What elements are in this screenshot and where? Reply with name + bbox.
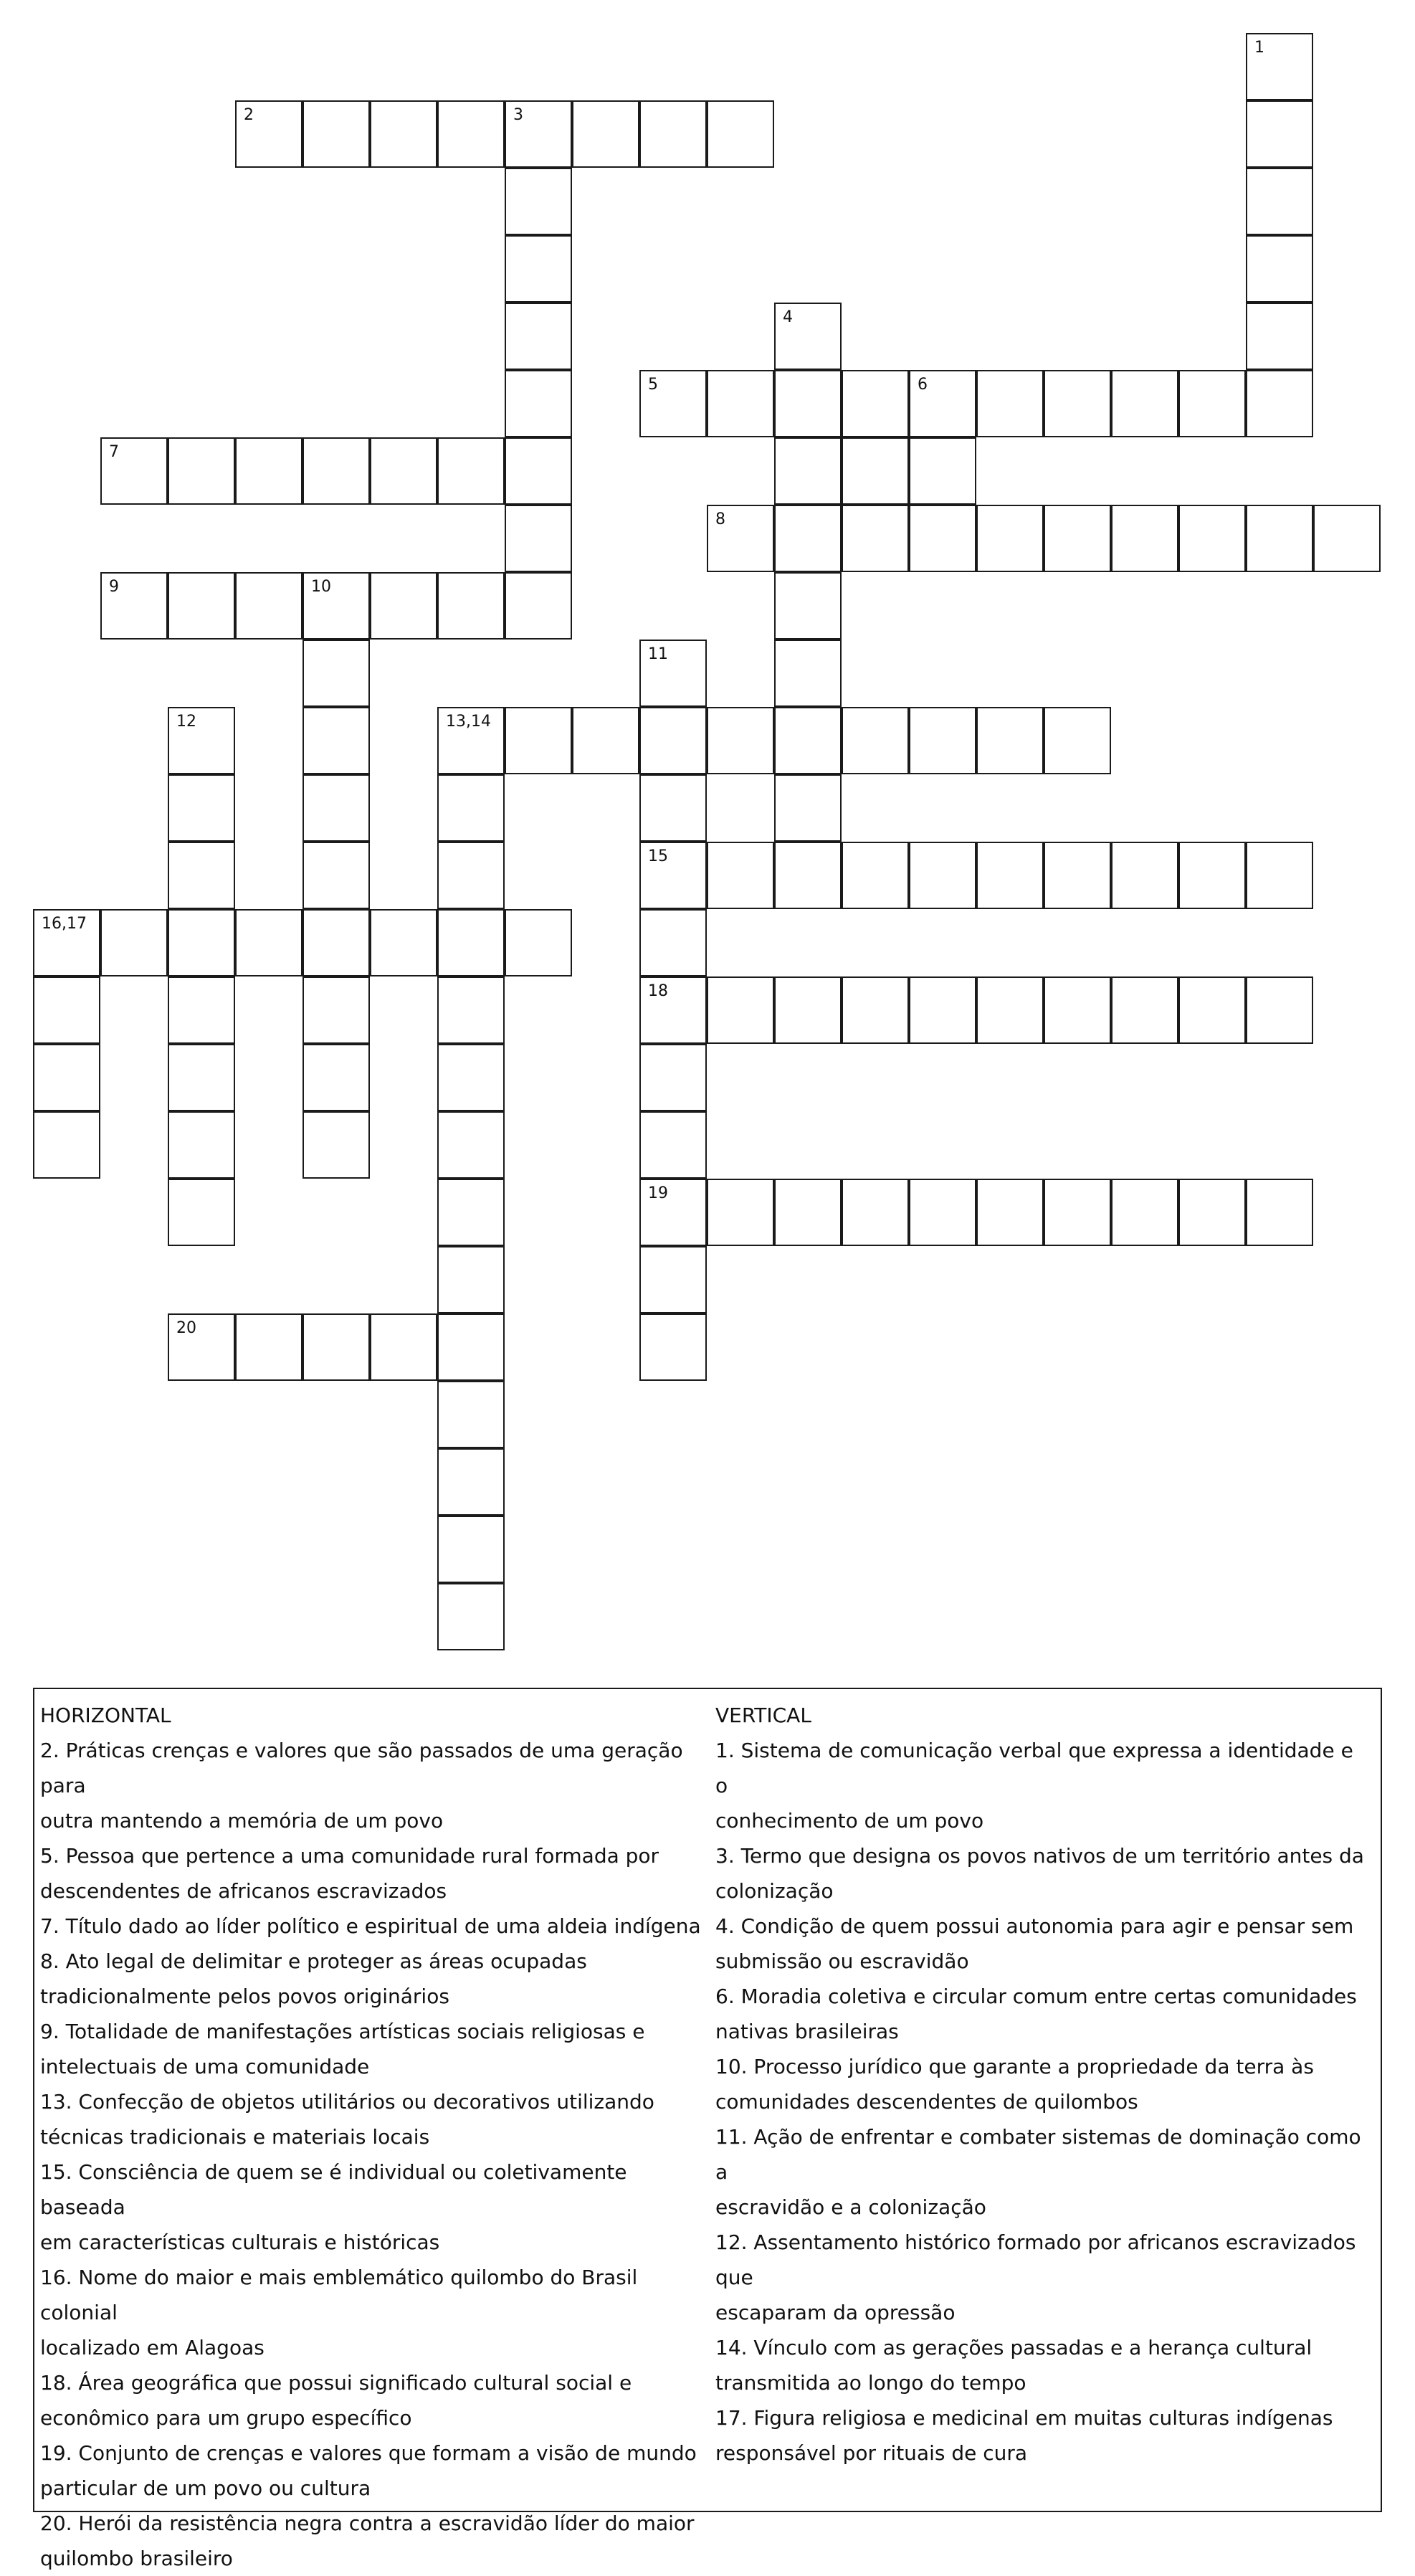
- vertical-clue-line: 6. Moradia coletiva e circular comum entre certas comunidades: [715, 1985, 1357, 2008]
- grid-cell[interactable]: [437, 1516, 505, 1583]
- grid-cell[interactable]: [168, 842, 235, 909]
- horizontal-clue-line: 16. Nome do maior e mais emblemático quilombo do Brasil colonial: [40, 2266, 638, 2324]
- grid-cell[interactable]: [909, 1179, 976, 1246]
- horizontal-clue-line: 5. Pessoa que pertence a uma comunidade rural formada por: [40, 1844, 659, 1868]
- vertical-clue-line: nativas brasileiras: [715, 2020, 899, 2043]
- grid-cell[interactable]: [100, 909, 168, 976]
- grid-cell[interactable]: [1246, 842, 1313, 909]
- grid-cell[interactable]: [1246, 235, 1313, 303]
- grid-cell[interactable]: [842, 842, 909, 909]
- grid-cell[interactable]: [1246, 976, 1313, 1044]
- grid-cell[interactable]: [33, 1111, 100, 1179]
- grid-cell[interactable]: [1111, 842, 1178, 909]
- grid-cell[interactable]: [1246, 370, 1313, 437]
- grid-cell[interactable]: [774, 303, 842, 370]
- grid-cell[interactable]: [909, 505, 976, 572]
- clue-number: 19: [648, 1184, 668, 1202]
- grid-cell[interactable]: [909, 707, 976, 774]
- vertical-clue-line: transmitida ao longo do tempo: [715, 2371, 1026, 2395]
- grid-cell[interactable]: [437, 1381, 505, 1448]
- grid-cell[interactable]: [1111, 370, 1178, 437]
- grid-cell[interactable]: [370, 100, 437, 168]
- grid-cell[interactable]: [639, 640, 707, 707]
- grid-cell[interactable]: [639, 1111, 707, 1179]
- grid-cell[interactable]: [235, 100, 302, 168]
- grid-cell[interactable]: [302, 100, 370, 168]
- grid-cell[interactable]: [639, 1179, 707, 1246]
- clue-number: 1: [1254, 39, 1264, 57]
- grid-cell[interactable]: [774, 640, 842, 707]
- vertical-clue-line: responsável por rituais de cura: [715, 2441, 1028, 2465]
- vertical-clue-line: colonização: [715, 1879, 834, 1903]
- grid-cell[interactable]: [1178, 505, 1246, 572]
- grid-cell[interactable]: [302, 909, 370, 976]
- clue-number: 8: [715, 510, 725, 528]
- grid-cell[interactable]: [168, 1044, 235, 1111]
- grid-cell[interactable]: [302, 437, 370, 505]
- grid-cell[interactable]: [235, 1313, 302, 1381]
- grid-cell[interactable]: [302, 774, 370, 842]
- grid-cell[interactable]: [505, 168, 572, 235]
- grid-cell[interactable]: [302, 976, 370, 1044]
- horizontal-clue-line: particular de um povo ou cultura: [40, 2476, 371, 2500]
- grid-cell[interactable]: [505, 235, 572, 303]
- grid-cell[interactable]: [1111, 505, 1178, 572]
- clue-number: 2: [244, 106, 254, 124]
- grid-cell[interactable]: [505, 303, 572, 370]
- grid-cell[interactable]: [302, 707, 370, 774]
- grid-cell[interactable]: [437, 1111, 505, 1179]
- vertical-clue-list: [715, 1733, 1371, 2471]
- horizontal-clue-line: intelectuais de uma comunidade: [40, 2055, 370, 2078]
- grid-cell[interactable]: [235, 909, 302, 976]
- clue-number: 10: [311, 578, 331, 596]
- grid-cell[interactable]: [639, 1044, 707, 1111]
- horizontal-clues-column: [40, 1698, 707, 2576]
- grid-cell[interactable]: [168, 572, 235, 640]
- grid-cell[interactable]: [1044, 1179, 1111, 1246]
- grid-cell[interactable]: [168, 437, 235, 505]
- grid-cell[interactable]: [437, 1313, 505, 1381]
- clue-number: 12: [176, 713, 196, 731]
- clue-number: 4: [783, 308, 793, 326]
- vertical-heading: VERTICAL: [715, 1703, 811, 1727]
- grid-cell[interactable]: [639, 909, 707, 976]
- clue-number: 6: [918, 376, 928, 394]
- horizontal-clue-line: outra mantendo a memória de um povo: [40, 1809, 444, 1833]
- horizontal-clue-line: 18. Área geográfica que possui significado cultural social e: [40, 2371, 632, 2395]
- grid-cell[interactable]: [505, 100, 572, 168]
- grid-cell[interactable]: [437, 1448, 505, 1516]
- vertical-clue-line: 4. Condição de quem possui autonomia para agir e pensar sem: [715, 1914, 1354, 1938]
- horizontal-clue-line: 15. Consciência de quem se é individual ou coletivamente baseada: [40, 2160, 627, 2219]
- grid-cell[interactable]: [437, 1044, 505, 1111]
- grid-cell[interactable]: [707, 707, 774, 774]
- grid-cell[interactable]: [976, 976, 1044, 1044]
- grid-cell[interactable]: [1111, 976, 1178, 1044]
- horizontal-clue-line: 2. Práticas crenças e valores que são passados de uma geração para: [40, 1739, 683, 1797]
- vertical-clue-line: conhecimento de um povo: [715, 1809, 984, 1833]
- grid-cell[interactable]: [1246, 505, 1313, 572]
- grid-cell[interactable]: [168, 1111, 235, 1179]
- grid-cell[interactable]: [1246, 303, 1313, 370]
- grid-cell[interactable]: [572, 100, 639, 168]
- grid-cell[interactable]: [235, 572, 302, 640]
- grid-cell[interactable]: [774, 437, 842, 505]
- grid-cell[interactable]: [774, 1179, 842, 1246]
- grid-cell[interactable]: [168, 774, 235, 842]
- clue-number: 16,17: [42, 915, 87, 933]
- grid-cell[interactable]: [437, 909, 505, 976]
- grid-cell[interactable]: [707, 842, 774, 909]
- grid-cell[interactable]: [976, 842, 1044, 909]
- grid-cell[interactable]: [33, 976, 100, 1044]
- grid-cell[interactable]: [842, 437, 909, 505]
- clue-number: 15: [648, 847, 668, 865]
- grid-cell[interactable]: [370, 437, 437, 505]
- grid-cell[interactable]: [774, 774, 842, 842]
- grid-cell[interactable]: [505, 909, 572, 976]
- clue-number: 18: [648, 982, 668, 1000]
- grid-cell[interactable]: [707, 1179, 774, 1246]
- grid-cell[interactable]: [639, 1313, 707, 1381]
- grid-cell[interactable]: [302, 1111, 370, 1179]
- grid-cell[interactable]: [437, 572, 505, 640]
- grid-cell[interactable]: [707, 370, 774, 437]
- grid-cell[interactable]: [437, 1246, 505, 1313]
- grid-cell[interactable]: [909, 437, 976, 505]
- grid-cell[interactable]: [707, 100, 774, 168]
- grid-cell[interactable]: [842, 707, 909, 774]
- grid-cell[interactable]: [505, 437, 572, 505]
- grid-cell[interactable]: [437, 1583, 505, 1650]
- clue-number: 9: [109, 578, 119, 596]
- grid-cell[interactable]: [437, 842, 505, 909]
- grid-cell[interactable]: [774, 370, 842, 437]
- vertical-clue-line: 12. Assentamento histórico formado por africanos escravizados que: [715, 2230, 1356, 2289]
- grid-cell[interactable]: [774, 572, 842, 640]
- clue-number: 11: [648, 645, 668, 663]
- horizontal-clue-line: 9. Totalidade de manifestações artísticas sociais religiosas e: [40, 2020, 645, 2043]
- vertical-clue-line: 10. Processo jurídico que garante a propriedade da terra às: [715, 2055, 1314, 2078]
- grid-cell[interactable]: [842, 1179, 909, 1246]
- grid-cell[interactable]: [437, 774, 505, 842]
- grid-cell[interactable]: [707, 976, 774, 1044]
- grid-cell[interactable]: [33, 909, 100, 976]
- grid-cell[interactable]: [842, 976, 909, 1044]
- grid-cell[interactable]: [909, 842, 976, 909]
- vertical-clue-line: 3. Termo que designa os povos nativos de um território antes da: [715, 1844, 1364, 1868]
- grid-cell[interactable]: [774, 707, 842, 774]
- grid-cell[interactable]: [1044, 976, 1111, 1044]
- horizontal-clue-line: quilombo brasileiro: [40, 2547, 233, 2570]
- clue-number: 7: [109, 443, 119, 461]
- grid-cell[interactable]: [437, 1179, 505, 1246]
- vertical-clue-line: escaparam da opressão: [715, 2301, 956, 2324]
- grid-cell[interactable]: [1178, 842, 1246, 909]
- grid-cell[interactable]: [168, 909, 235, 976]
- horizontal-heading: HORIZONTAL: [40, 1703, 171, 1727]
- horizontal-clue-line: 7. Título dado ao líder político e espiritual de uma aldeia indígena: [40, 1914, 701, 1938]
- grid-cell[interactable]: [976, 505, 1044, 572]
- grid-cell[interactable]: [505, 572, 572, 640]
- horizontal-clue-line: 13. Confecção de objetos utilitários ou decorativos utilizando: [40, 2090, 654, 2114]
- vertical-clues-column: [715, 1698, 1371, 2471]
- grid-cell[interactable]: [302, 572, 370, 640]
- clue-number: 5: [648, 376, 658, 394]
- grid-cell[interactable]: [437, 100, 505, 168]
- grid-cell[interactable]: [639, 976, 707, 1044]
- vertical-clue-line: escravidão e a colonização: [715, 2195, 986, 2219]
- grid-cell[interactable]: [1313, 505, 1381, 572]
- grid-cell[interactable]: [774, 842, 842, 909]
- vertical-clue-line: 14. Vínculo com as gerações passadas e a herança cultural: [715, 2336, 1312, 2359]
- grid-cell[interactable]: [639, 842, 707, 909]
- grid-cell[interactable]: [842, 370, 909, 437]
- grid-cell[interactable]: [1178, 1179, 1246, 1246]
- grid-cell[interactable]: [572, 707, 639, 774]
- grid-cell[interactable]: [168, 707, 235, 774]
- horizontal-clue-line: 20. Herói da resistência negra contra a escravidão líder do maior: [40, 2511, 695, 2535]
- grid-cell[interactable]: [302, 842, 370, 909]
- grid-cell[interactable]: [1044, 370, 1111, 437]
- grid-cell[interactable]: [909, 370, 976, 437]
- grid-cell[interactable]: [1111, 1179, 1178, 1246]
- grid-cell[interactable]: [505, 707, 572, 774]
- grid-cell[interactable]: [639, 707, 707, 774]
- grid-cell[interactable]: [1044, 707, 1111, 774]
- grid-cell[interactable]: [235, 437, 302, 505]
- grid-cell[interactable]: [1178, 976, 1246, 1044]
- grid-cell[interactable]: [168, 1179, 235, 1246]
- vertical-clue-line: comunidades descendentes de quilombos: [715, 2090, 1138, 2114]
- horizontal-clue-line: tradicionalmente pelos povos originários: [40, 1985, 449, 2008]
- grid-cell[interactable]: [639, 774, 707, 842]
- grid-cell[interactable]: [370, 1313, 437, 1381]
- grid-cell[interactable]: [1246, 33, 1313, 100]
- grid-cell[interactable]: [437, 976, 505, 1044]
- grid-cell[interactable]: [976, 707, 1044, 774]
- grid-cell[interactable]: [505, 370, 572, 437]
- vertical-clue-line: 11. Ação de enfrentar e combater sistemas de dominação como a: [715, 2125, 1361, 2184]
- vertical-clue-line: 1. Sistema de comunicação verbal que expressa a identidade e o: [715, 1739, 1353, 1797]
- grid-cell[interactable]: [168, 1313, 235, 1381]
- grid-cell[interactable]: [302, 1313, 370, 1381]
- grid-cell[interactable]: [1246, 100, 1313, 168]
- grid-cell[interactable]: [639, 370, 707, 437]
- horizontal-clue-list: [40, 1733, 707, 2576]
- clue-number: 13,14: [446, 713, 491, 731]
- horizontal-clue-line: localizado em Alagoas: [40, 2336, 265, 2359]
- horizontal-clue-line: em características culturais e históricas: [40, 2230, 440, 2254]
- grid-cell[interactable]: [33, 1044, 100, 1111]
- grid-cell[interactable]: [370, 909, 437, 976]
- grid-cell[interactable]: [100, 437, 168, 505]
- grid-cell[interactable]: [168, 976, 235, 1044]
- grid-cell[interactable]: [976, 1179, 1044, 1246]
- clue-number: 3: [513, 106, 523, 124]
- grid-cell[interactable]: [1246, 1179, 1313, 1246]
- grid-cell[interactable]: [505, 505, 572, 572]
- clues-panel: [33, 1688, 1382, 2570]
- grid-cell[interactable]: [1044, 842, 1111, 909]
- grid-cell[interactable]: [774, 976, 842, 1044]
- horizontal-clue-line: 19. Conjunto de crenças e valores que formam a visão de mundo: [40, 2441, 697, 2465]
- clue-number: 20: [176, 1319, 196, 1337]
- grid-cell[interactable]: [707, 505, 774, 572]
- grid-cell[interactable]: [639, 1246, 707, 1313]
- grid-cell[interactable]: [1178, 370, 1246, 437]
- grid-cell[interactable]: [639, 100, 707, 168]
- grid-cell[interactable]: [100, 572, 168, 640]
- grid-cell[interactable]: [302, 640, 370, 707]
- horizontal-clue-line: técnicas tradicionais e materiais locais: [40, 2125, 430, 2149]
- grid-cell[interactable]: [370, 572, 437, 640]
- grid-cell[interactable]: [302, 1044, 370, 1111]
- grid-cell[interactable]: [842, 505, 909, 572]
- horizontal-clue-line: econômico para um grupo específico: [40, 2406, 412, 2430]
- grid-cell[interactable]: [976, 370, 1044, 437]
- vertical-clue-line: 17. Figura religiosa e medicinal em muitas culturas indígenas: [715, 2406, 1333, 2430]
- grid-cell[interactable]: [437, 437, 505, 505]
- grid-cell[interactable]: [437, 707, 505, 774]
- grid-cell[interactable]: [1044, 505, 1111, 572]
- grid-cell[interactable]: [1246, 168, 1313, 235]
- grid-cell[interactable]: [774, 505, 842, 572]
- grid-cell[interactable]: [909, 976, 976, 1044]
- horizontal-clue-line: descendentes de africanos escravizados: [40, 1879, 447, 1903]
- horizontal-clue-line: 8. Ato legal de delimitar e proteger as áreas ocupadas: [40, 1949, 587, 1973]
- vertical-clue-line: submissão ou escravidão: [715, 1949, 969, 1973]
